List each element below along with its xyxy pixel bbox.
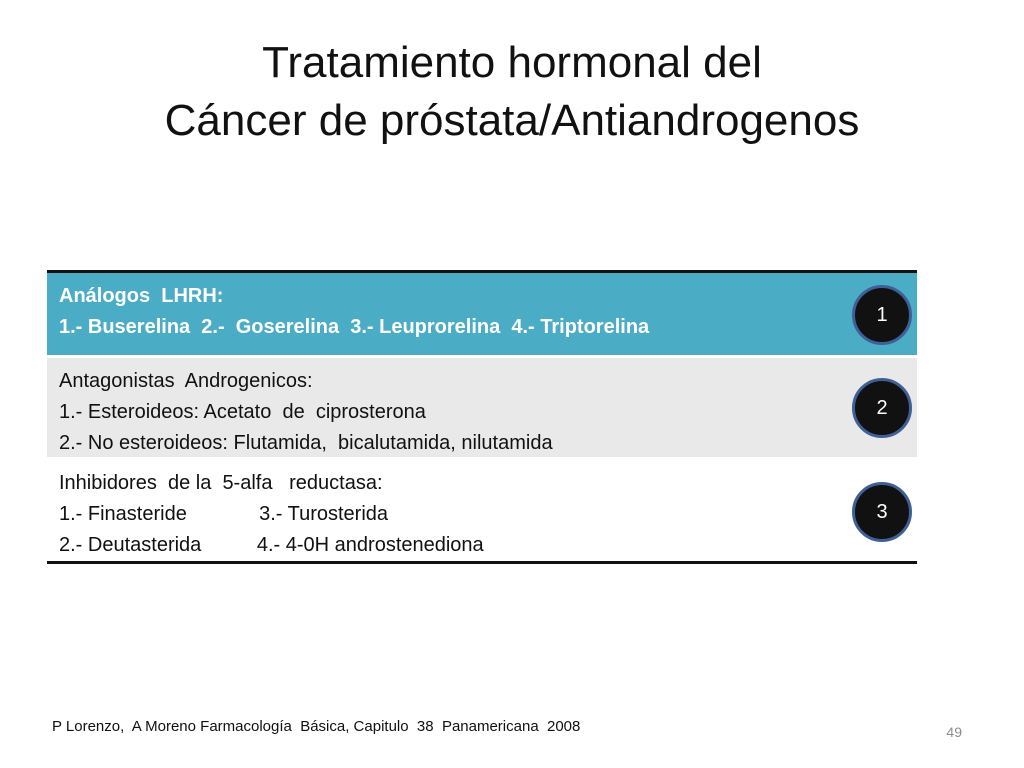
- drug-table: [47, 270, 917, 564]
- row-item: 2.- Deutasterida 4.- 4-0H androstenediona: [59, 534, 484, 556]
- row-item: 1.- Buserelina 2.- Goserelina 3.- Leuprorelina 4.- Triptorelina: [59, 316, 650, 338]
- slide-title-line-2: Cáncer de próstata/Antiandrogenos: [164, 96, 860, 145]
- table-row-5-alpha-reductase-inhibitors: [47, 460, 917, 561]
- row-heading: Análogos LHRH:: [59, 285, 224, 307]
- number-badge-3: 3: [852, 482, 912, 542]
- row-heading: Inhibidores de la 5-alfa reductasa:: [59, 472, 383, 494]
- number-badge-1: 1: [852, 285, 912, 345]
- table-row-lhrh-analogs: [47, 273, 917, 358]
- slide-title: [0, 34, 1024, 150]
- citation: P Lorenzo, A Moreno Farmacología Básica, Capitulo 38 Panamericana 2008: [52, 718, 581, 735]
- page-number: 49: [946, 724, 962, 740]
- row-item: 2.- No esteroideos: Flutamida, bicalutamida, nilutamida: [59, 432, 553, 454]
- row-heading: Antagonistas Androgenicos:: [59, 370, 313, 392]
- slide-title-line-1: Tratamiento hormonal del: [262, 38, 762, 87]
- row-item: 1.- Finasteride 3.- Turosterida: [59, 503, 389, 525]
- table-row-androgen-antagonists: [47, 358, 917, 460]
- row-item: 1.- Esteroideos: Acetato de ciprosterona: [59, 401, 426, 423]
- number-badge-2: 2: [852, 378, 912, 438]
